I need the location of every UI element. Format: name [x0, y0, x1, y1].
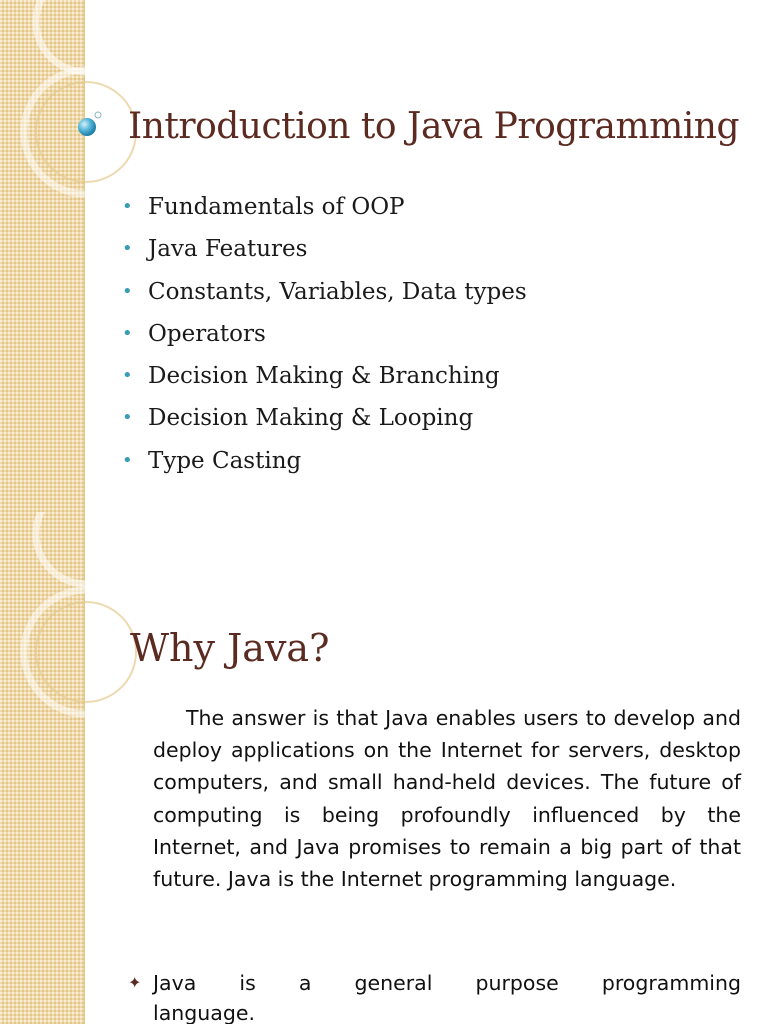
list-item: • Java Features: [122, 228, 527, 270]
star-bullet-icon: ✦: [128, 973, 142, 992]
slide-why-java: [0, 512, 768, 1024]
bullet-dot-icon: •: [122, 196, 133, 217]
list-item: • Decision Making & Branching: [122, 355, 527, 397]
bullet-dot-icon: •: [122, 407, 133, 429]
decorative-rings: [0, 512, 140, 1024]
slide-title: Introduction to Java Programming: [128, 106, 739, 147]
list-item: ✦ Java is a general purpose programming language.: [128, 968, 741, 1024]
list-item: • Constants, Variables, Data types: [122, 271, 527, 313]
bullet-dot-icon: •: [122, 322, 133, 344]
list-item: • Fundamentals of OOP: [122, 186, 527, 228]
list-item: • Decision Making & Looping: [122, 397, 527, 439]
bullet-dot-icon: •: [122, 280, 133, 302]
bullet-dot-icon: •: [122, 365, 133, 387]
topic-list: [122, 186, 527, 482]
bullet-dot-icon: •: [122, 238, 133, 260]
bullet-dot-icon: •: [122, 449, 133, 471]
answer-paragraph: The answer is that Java enables users to develop and deploy applications on the Internet for servers, desktop computers, and small hand-held devices. The future of computing is being profoundly influenced by the Internet, and Java promises to remain a big part of that future. Java is the Internet programming language.: [153, 706, 741, 892]
decorative-rings: [0, 0, 140, 512]
list-item: • Operators: [122, 313, 527, 355]
list-item: • Type Casting: [122, 440, 527, 482]
slide-title: Why Java?: [130, 626, 330, 670]
blue-orb-icon: [78, 118, 96, 136]
